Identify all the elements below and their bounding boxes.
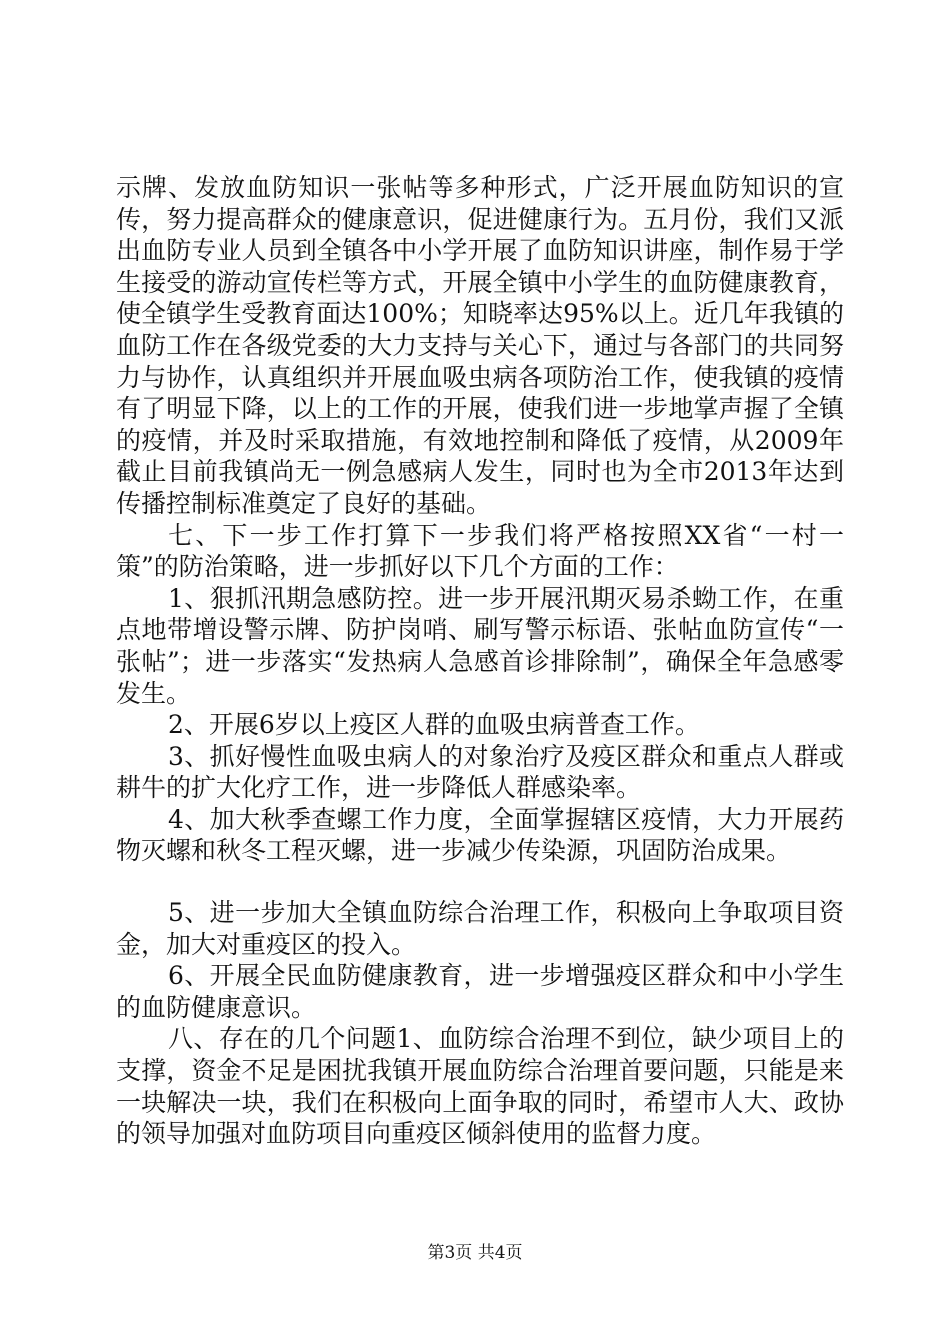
paragraph-item-3: 3、抓好慢性血吸虫病人的对象治疗及疫区群众和重点人群或耕牛的扩大化疗工作，进一步降低人群感染率。: [116, 741, 844, 803]
page-footer: 第3页 共4页: [427, 1243, 523, 1263]
paragraph-continuation: 示牌、发放血防知识一张帖等多种形式，广泛开展血防知识的宣传，努力提高群众的健康意识，促进健康行为。五月份，我们又派出血防专业人员到全镇各中小学开展了血防知识讲座，制作易于学生接受的游动宣传栏等方式，开展全镇中小学生的血防健康教育，使全镇学生受教育面达100%；知晓率达95%以上。近几年我镇的血防工作在各级党委的大力支持与关心下，通过与各部门的共同努力与协作，认真组织并开展血吸虫病各项防治工作，使我镇的疫情有了明显下降，以上的工作的开展，使我们进一步地掌声握了全镇的疫情，并及时采取措施，有效地控制和降低了疫情，从2009年截止目前我镇尚无一例急感病人发生，同时也为全市2013年达到传播控制标准奠定了良好的基础。: [116, 173, 844, 518]
paragraph-section-seven: 七、下一步工作打算下一步我们将严格按照XX省“一村一策”的防治策略，进一步抓好以下几个方面的工作：: [116, 520, 844, 582]
paragraph-item-1: 1、狠抓汛期急感防控。进一步开展汛期灭易杀蚴工作，在重点地带增设警示牌、防护岗哨、刷写警示标语、张帖血防宣传“一张帖”；进一步落实“发热病人急感首诊排除制”，确保全年急感零发生。: [116, 583, 844, 708]
paragraph-item-5: 5、进一步加大全镇血防综合治理工作，积极向上争取项目资金，加大对重疫区的投入。: [116, 898, 844, 959]
document-body: [116, 172, 844, 1150]
paragraph-item-4: 4、加大秋季查螺工作力度，全面掌握辖区疫情，大力开展药物灭螺和秋冬工程灭螺，进一步减少传染源，巩固防治成果。: [116, 804, 844, 866]
paragraph-item-6: 6、开展全民血防健康教育，进一步增强疫区群众和中小学生的血防健康意识。: [116, 961, 844, 1022]
paragraph-section-eight: 八、存在的几个问题1、血防综合治理不到位，缺少项目上的支撑，资金不足是困扰我镇开展血防综合治理首要问题，只能是来一块解决一块，我们在积极向上面争取的同时，希望市人大、政协的领导加强对血防项目向重疫区倾斜使用的监督力度。: [116, 1024, 844, 1149]
paragraph-item-2: 2、开展6岁以上疫区人群的血吸虫病普查工作。: [168, 710, 700, 740]
